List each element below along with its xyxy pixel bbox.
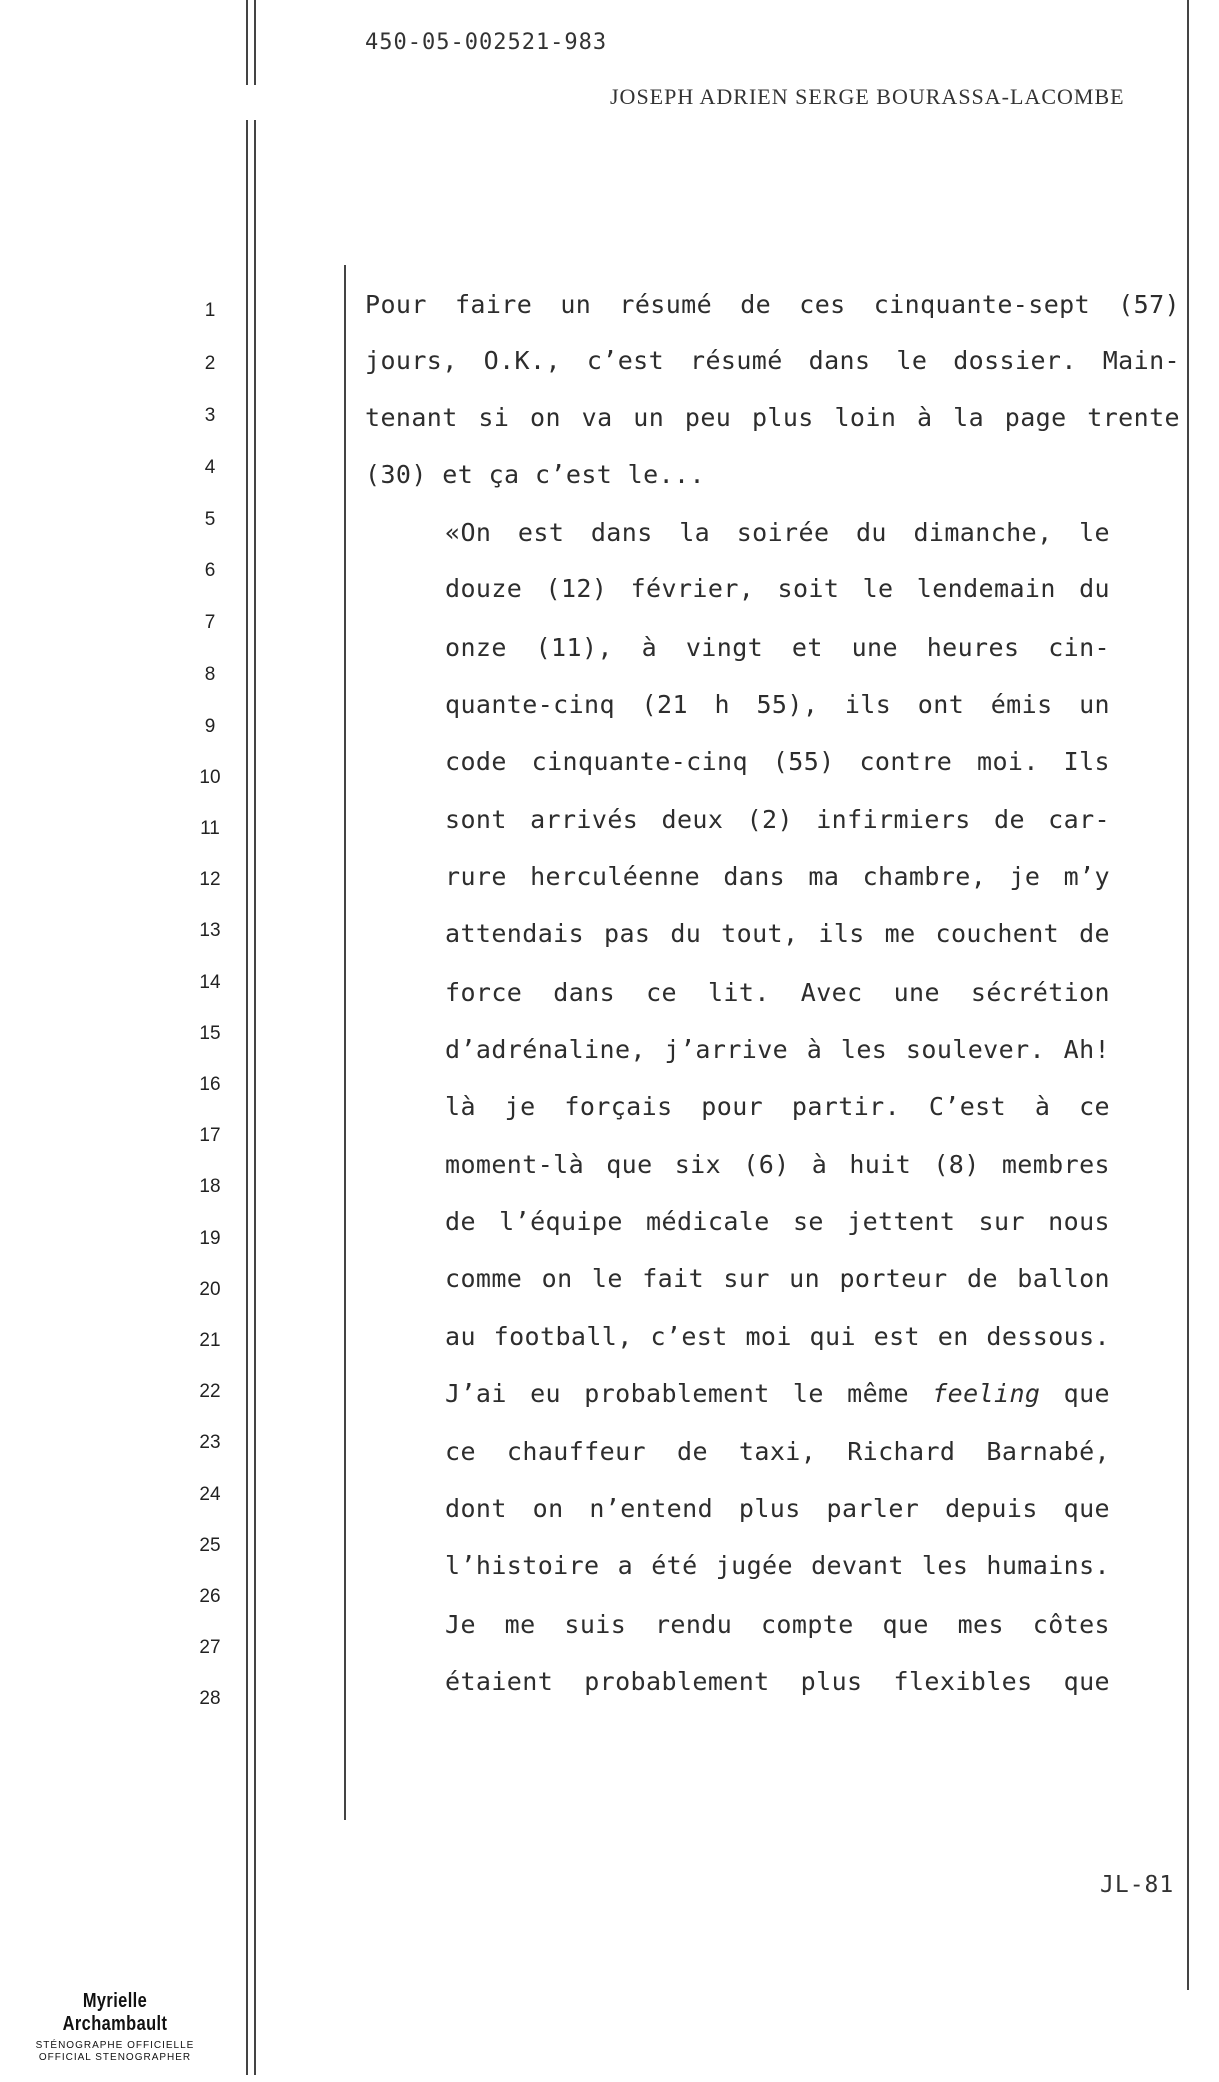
- quote-line: l’histoire a été jugée devant les humains.: [445, 1551, 1110, 1580]
- line-number: 14: [199, 972, 221, 993]
- document-number: 450-05-002521-983: [365, 30, 608, 55]
- quote-text: que: [1063, 1379, 1111, 1408]
- left-margin-rule: [254, 0, 256, 85]
- left-margin-rule: [246, 120, 248, 2075]
- line-number: 18: [199, 1176, 221, 1197]
- quote-line: dont on n’entend plus parler depuis que: [445, 1494, 1110, 1523]
- line-number: 6: [204, 560, 216, 581]
- quote-line: Je me suis rendu compte que mes côtes: [445, 1610, 1110, 1639]
- quote-line: sont arrivés deux (2) infirmiers de car-: [445, 805, 1110, 834]
- line-number: 7: [204, 612, 216, 633]
- transcript-line: Pour faire un résumé de ces cinquante-sept (57): [365, 290, 1180, 319]
- line-number: 21: [199, 1330, 221, 1351]
- line-number: 8: [204, 664, 216, 685]
- left-margin-rule: [246, 0, 248, 85]
- transcript-line: jours, O.K., c’est résumé dans le dossier. Main-: [365, 346, 1180, 375]
- line-number: 9: [204, 716, 216, 737]
- witness-name: JOSEPH ADRIEN SERGE BOURASSA-LACOMBE: [610, 84, 1125, 109]
- line-number: 25: [199, 1535, 221, 1556]
- line-number: 5: [204, 509, 216, 530]
- quote-line: ce chauffeur de taxi, Richard Barnabé,: [445, 1437, 1110, 1466]
- line-number: 17: [199, 1125, 221, 1146]
- text-margin-rule: [344, 265, 346, 1820]
- quote-line: douze (12) février, soit le lendemain du: [445, 574, 1110, 603]
- quote-line: comme on le fait sur un porteur de ballon: [445, 1264, 1110, 1293]
- stenographer-name: Myrielle Archambault: [62, 1990, 168, 2035]
- stenographer-title-fr: STÉNOGRAPHE OFFICIELLE: [35, 2040, 195, 2051]
- quote-line: code cinquante-cinq (55) contre moi. Ils: [445, 747, 1110, 776]
- line-number: 24: [199, 1484, 221, 1505]
- stenographer-stamp: [15, 1990, 215, 2063]
- line-number: 27: [199, 1637, 221, 1658]
- quote-line: moment-là que six (6) à huit (8) membres: [445, 1150, 1110, 1179]
- transcript-line: (30) et ça c’est le...: [365, 460, 705, 489]
- line-number: 4: [204, 457, 216, 478]
- page-number: JL-81: [1100, 1872, 1175, 1898]
- left-margin-rule: [254, 120, 256, 2075]
- line-number: 16: [199, 1074, 221, 1095]
- quote-line: étaient probablement plus flexibles que: [445, 1667, 1110, 1696]
- line-number: 13: [199, 920, 221, 941]
- transcript-line: tenant si on va un peu plus loin à la page trente: [365, 403, 1180, 432]
- line-number: 28: [199, 1688, 221, 1709]
- quote-line-with-italic: [445, 1379, 1110, 1408]
- quote-line: onze (11), à vingt et une heures cin-: [445, 633, 1110, 662]
- quote-line: d’adrénaline, j’arrive à les soulever. Ah!: [445, 1035, 1110, 1064]
- quote-line: au football, c’est moi qui est en dessous.: [445, 1322, 1110, 1351]
- quote-line: force dans ce lit. Avec une sécrétion: [445, 978, 1110, 1007]
- quote-line: de l’équipe médicale se jettent sur nous: [445, 1207, 1110, 1236]
- quote-line: quante-cinq (21 h 55), ils ont émis un: [445, 690, 1110, 719]
- line-number: 23: [199, 1432, 221, 1453]
- right-margin-rule: [1187, 0, 1189, 1990]
- line-number: 20: [199, 1279, 221, 1300]
- quote-text: J’ai eu probablement le même: [445, 1379, 909, 1408]
- stenographer-title-en: OFFICIAL STENOGRAPHER: [38, 2052, 192, 2063]
- quote-line: «On est dans la soirée du dimanche, le: [445, 518, 1110, 547]
- italic-word: feeling: [932, 1379, 1041, 1408]
- line-number: 15: [199, 1023, 221, 1044]
- line-number: 2: [204, 353, 216, 374]
- line-number: 10: [199, 767, 221, 788]
- line-number: 22: [199, 1381, 221, 1402]
- line-number: 3: [204, 405, 216, 426]
- line-number: 11: [200, 818, 220, 839]
- quote-line: là je forçais pour partir. C’est à ce: [445, 1092, 1110, 1121]
- quote-line: rure herculéenne dans ma chambre, je m’y: [445, 862, 1110, 891]
- line-number: 26: [199, 1586, 221, 1607]
- line-number: 1: [204, 300, 216, 321]
- line-number: 19: [199, 1228, 221, 1249]
- line-number: 12: [199, 869, 221, 890]
- quote-line: attendais pas du tout, ils me couchent de: [445, 919, 1110, 948]
